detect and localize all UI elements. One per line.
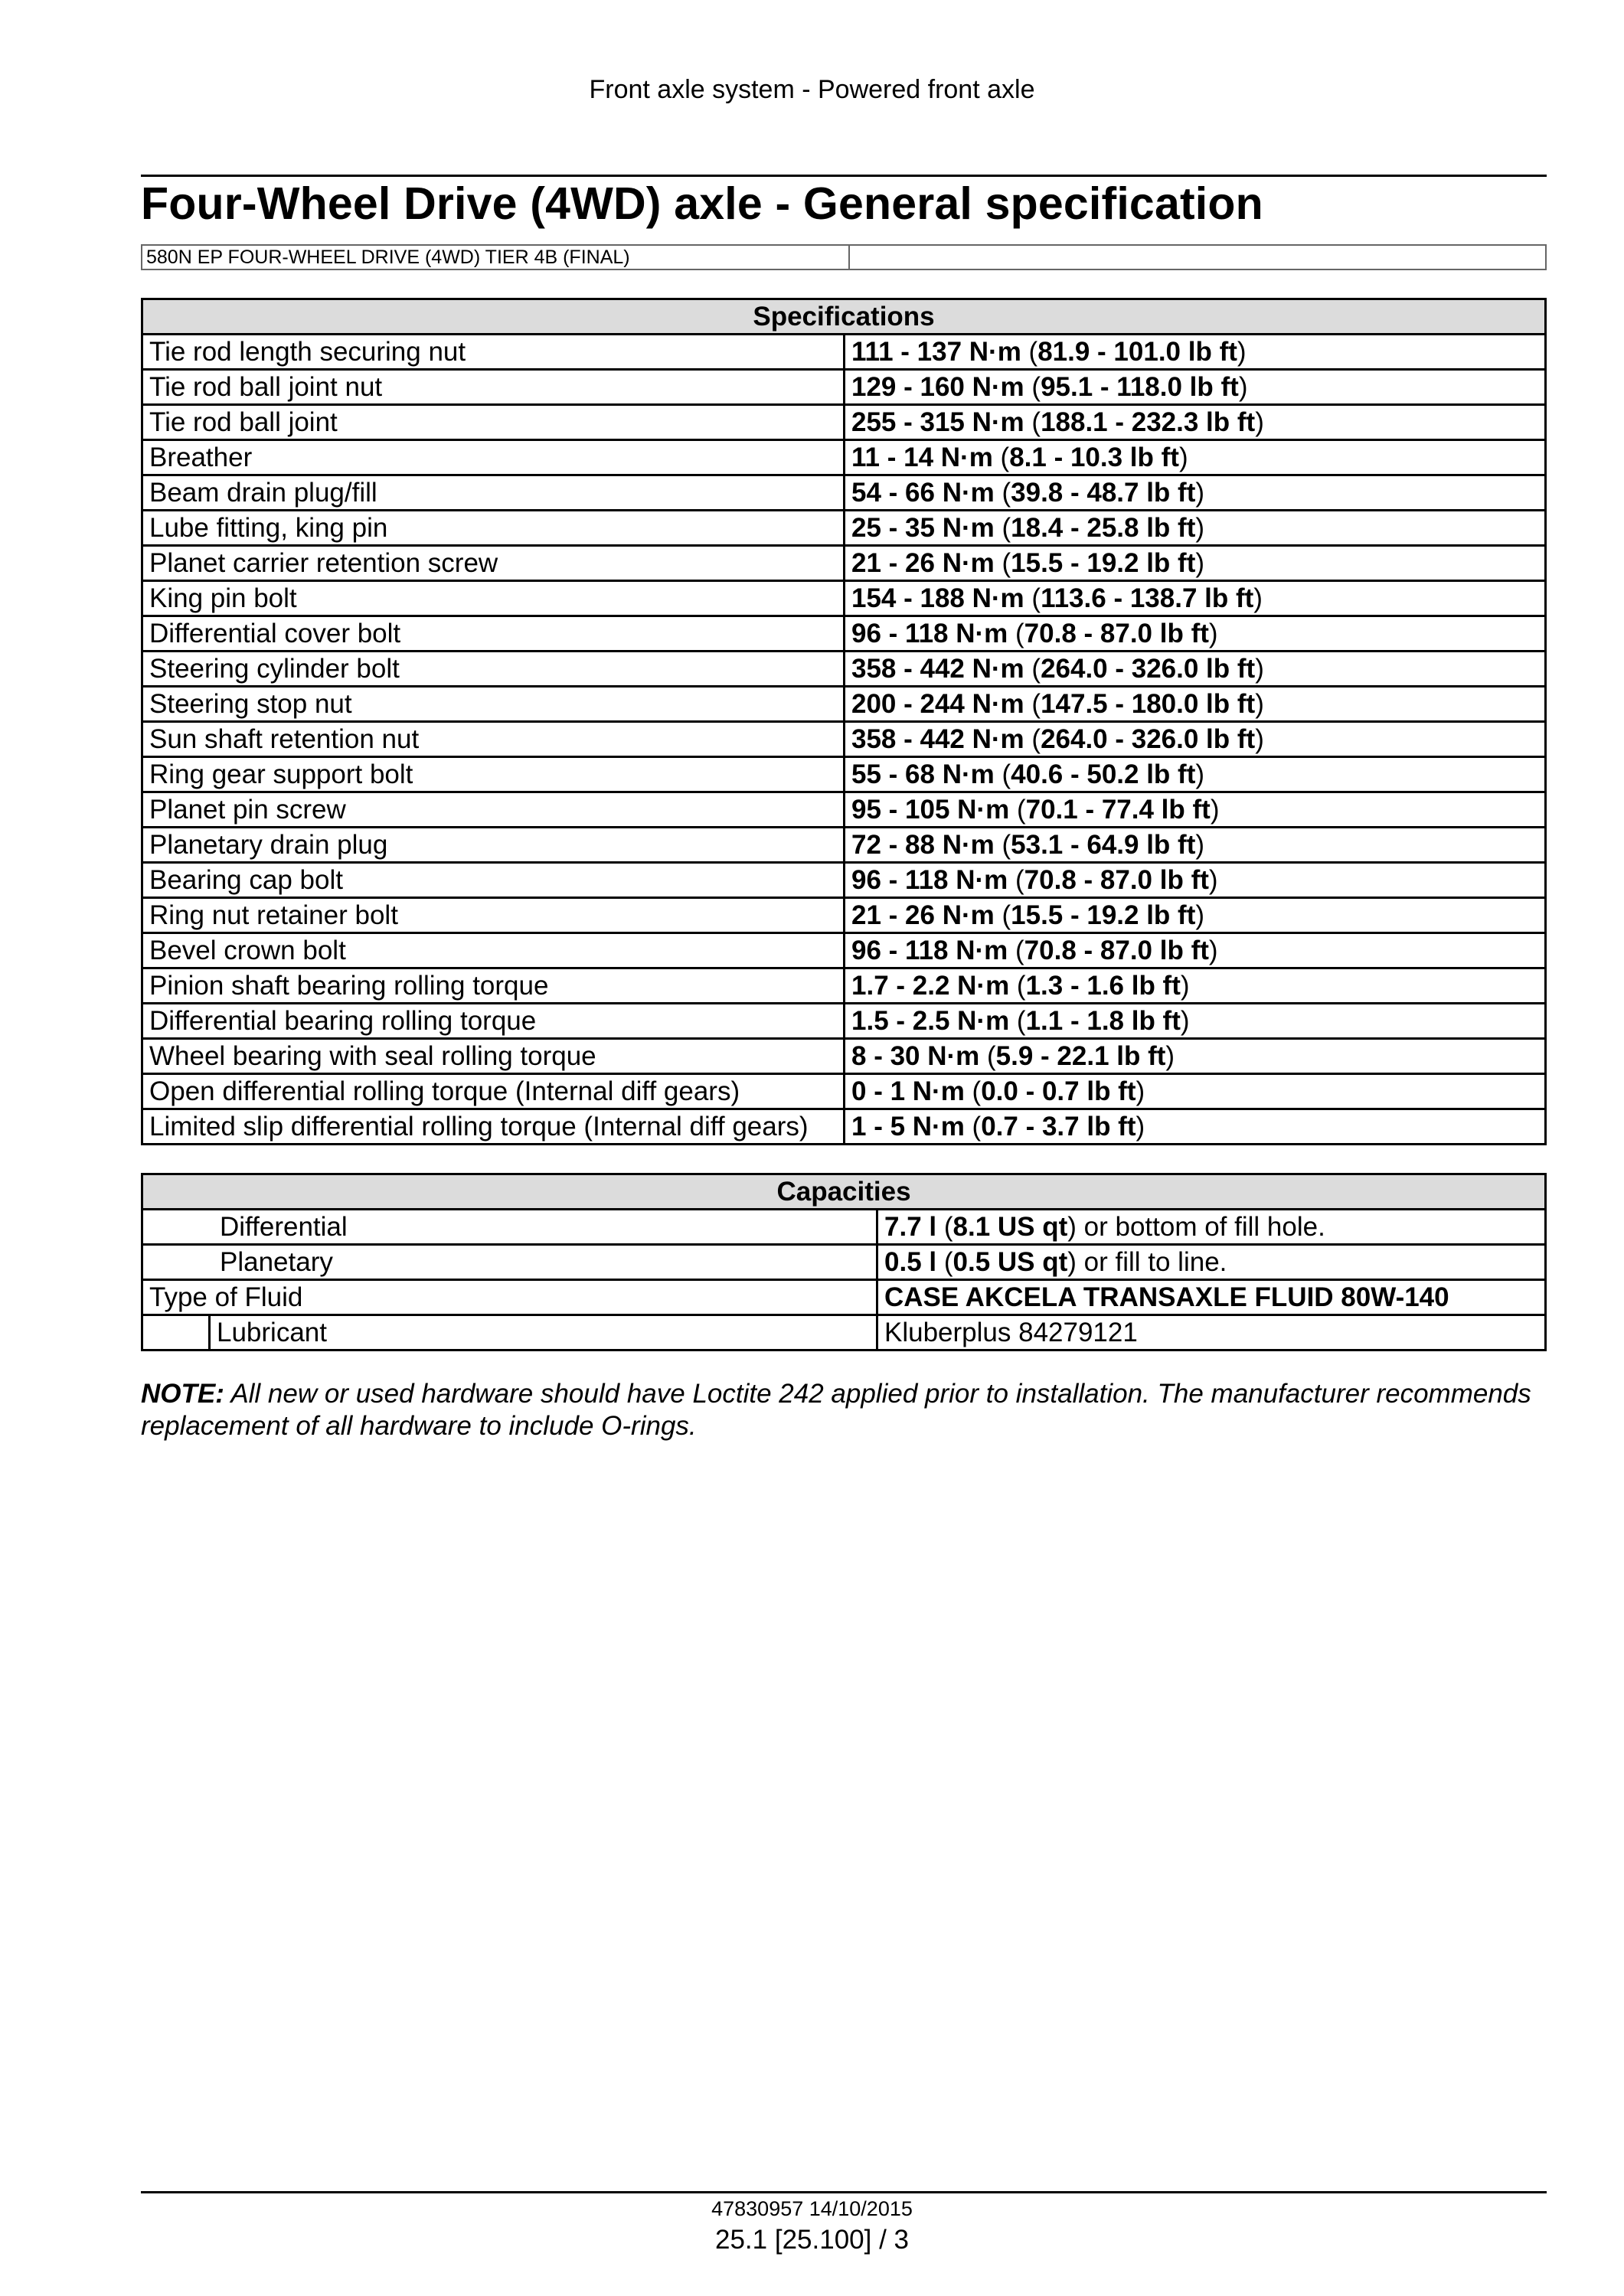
spec-imperial: 264.0 - 326.0 lb ft bbox=[1041, 723, 1256, 754]
spec-label: Differential bearing rolling torque bbox=[142, 1004, 845, 1039]
capacity-imperial: 0.5 US qt bbox=[953, 1246, 1068, 1277]
spec-imperial: 70.1 - 77.4 lb ft bbox=[1025, 794, 1211, 825]
spec-metric: 96 - 118 N·m bbox=[851, 618, 1008, 648]
spec-value: 21 - 26 N·m (15.5 - 19.2 lb ft) bbox=[845, 898, 1546, 933]
spec-row bbox=[142, 581, 1546, 616]
spec-value: 1 - 5 N·m (0.7 - 3.7 lb ft) bbox=[845, 1109, 1546, 1145]
spec-metric: 255 - 315 N·m bbox=[851, 407, 1024, 437]
spec-value: 358 - 442 N·m (264.0 - 326.0 lb ft) bbox=[845, 652, 1546, 687]
spec-label: Planet carrier retention screw bbox=[142, 546, 845, 581]
spec-row bbox=[142, 968, 1546, 1004]
capacity-row-fluid bbox=[142, 1280, 1546, 1315]
spec-value: 21 - 26 N·m (15.5 - 19.2 lb ft) bbox=[845, 546, 1546, 581]
spec-row bbox=[142, 1039, 1546, 1074]
spec-row bbox=[142, 722, 1546, 757]
title-rule bbox=[141, 175, 1547, 177]
capacity-label: Planetary bbox=[142, 1245, 877, 1280]
specifications-table bbox=[141, 298, 1547, 1145]
spec-imperial: 1.3 - 1.6 lb ft bbox=[1025, 970, 1181, 1001]
capacity-spacer-cell bbox=[142, 1315, 210, 1350]
spec-imperial: 95.1 - 118.0 lb ft bbox=[1041, 371, 1239, 402]
capacity-metric: 7.7 l bbox=[884, 1211, 937, 1242]
spec-metric: 72 - 88 N·m bbox=[851, 829, 995, 860]
spec-metric: 25 - 35 N·m bbox=[851, 512, 995, 543]
spec-label: Tie rod ball joint bbox=[142, 405, 845, 440]
capacities-header-row bbox=[142, 1174, 1546, 1210]
spec-metric: 200 - 244 N·m bbox=[851, 688, 1024, 719]
spec-imperial: 1.1 - 1.8 lb ft bbox=[1025, 1005, 1181, 1036]
spec-row bbox=[142, 933, 1546, 968]
spec-value: 0 - 1 N·m (0.0 - 0.7 lb ft) bbox=[845, 1074, 1546, 1109]
spec-row bbox=[142, 1109, 1546, 1145]
capacity-value: CASE AKCELA TRANSAXLE FLUID 80W-140 bbox=[877, 1280, 1546, 1315]
spec-imperial: 70.8 - 87.0 lb ft bbox=[1024, 864, 1209, 895]
capacity-suffix: or fill to line. bbox=[1076, 1246, 1227, 1277]
specifications-heading: Specifications bbox=[142, 299, 1546, 335]
spec-metric: 21 - 26 N·m bbox=[851, 547, 995, 578]
spec-imperial: 70.8 - 87.0 lb ft bbox=[1024, 618, 1209, 648]
spec-label: Tie rod length securing nut bbox=[142, 335, 845, 370]
spec-row bbox=[142, 440, 1546, 475]
spec-label: Open differential rolling torque (Internal diff gears) bbox=[142, 1074, 845, 1109]
spec-label: Wheel bearing with seal rolling torque bbox=[142, 1039, 845, 1074]
spec-metric: 96 - 118 N·m bbox=[851, 935, 1008, 965]
capacity-row-planetary bbox=[142, 1245, 1546, 1280]
spec-row bbox=[142, 757, 1546, 792]
spec-label: Planetary drain plug bbox=[142, 828, 845, 863]
spec-value: 8 - 30 N·m (5.9 - 22.1 lb ft) bbox=[845, 1039, 1546, 1074]
spec-value: 111 - 137 N·m (81.9 - 101.0 lb ft) bbox=[845, 335, 1546, 370]
spec-value: 96 - 118 N·m (70.8 - 87.0 lb ft) bbox=[845, 863, 1546, 898]
spec-label: Differential cover bolt bbox=[142, 616, 845, 652]
spec-imperial: 0.0 - 0.7 lb ft bbox=[981, 1076, 1136, 1106]
page-title: Four-Wheel Drive (4WD) axle - General specification bbox=[141, 178, 1263, 229]
spec-imperial: 81.9 - 101.0 lb ft bbox=[1037, 336, 1237, 367]
spec-value: 1.5 - 2.5 N·m (1.1 - 1.8 lb ft) bbox=[845, 1004, 1546, 1039]
capacities-heading: Capacities bbox=[142, 1174, 1546, 1210]
capacity-value: 7.7 l (8.1 US qt) or bottom of fill hole. bbox=[877, 1210, 1546, 1245]
spec-value: 54 - 66 N·m (39.8 - 48.7 lb ft) bbox=[845, 475, 1546, 511]
spec-value: 96 - 118 N·m (70.8 - 87.0 lb ft) bbox=[845, 933, 1546, 968]
spec-metric: 96 - 118 N·m bbox=[851, 864, 1008, 895]
spec-label: Ring nut retainer bolt bbox=[142, 898, 845, 933]
capacity-row-lubricant bbox=[142, 1315, 1546, 1350]
spec-value: 55 - 68 N·m (40.6 - 50.2 lb ft) bbox=[845, 757, 1546, 792]
capacity-value: 0.5 l (0.5 US qt) or fill to line. bbox=[877, 1245, 1546, 1280]
spec-value: 358 - 442 N·m (264.0 - 326.0 lb ft) bbox=[845, 722, 1546, 757]
spec-value: 129 - 160 N·m (95.1 - 118.0 lb ft) bbox=[845, 370, 1546, 405]
running-header: Front axle system - Powered front axle bbox=[589, 75, 1035, 104]
spec-row bbox=[142, 475, 1546, 511]
spec-metric: 54 - 66 N·m bbox=[851, 477, 995, 508]
capacity-suffix: or bottom of fill hole. bbox=[1076, 1211, 1325, 1242]
spec-row bbox=[142, 1074, 1546, 1109]
spec-label: Limited slip differential rolling torque (Internal diff gears) bbox=[142, 1109, 845, 1145]
spec-metric: 8 - 30 N·m bbox=[851, 1040, 980, 1071]
spec-row bbox=[142, 616, 1546, 652]
spec-imperial: 147.5 - 180.0 lb ft bbox=[1041, 688, 1256, 719]
specifications-body bbox=[142, 335, 1546, 1145]
spec-row bbox=[142, 828, 1546, 863]
spec-value: 96 - 118 N·m (70.8 - 87.0 lb ft) bbox=[845, 616, 1546, 652]
capacity-label: Differential bbox=[142, 1210, 877, 1245]
capacity-label: Lubricant bbox=[210, 1315, 877, 1350]
spec-imperial: 39.8 - 48.7 lb ft bbox=[1011, 477, 1196, 508]
installation-note bbox=[141, 1378, 1547, 1442]
spec-label: Steering stop nut bbox=[142, 687, 845, 722]
spec-label: Lube fitting, king pin bbox=[142, 511, 845, 546]
spec-label: Sun shaft retention nut bbox=[142, 722, 845, 757]
capacity-imperial: 8.1 US qt bbox=[953, 1211, 1068, 1242]
spec-row bbox=[142, 898, 1546, 933]
capacity-value: Kluberplus 84279121 bbox=[877, 1315, 1546, 1350]
note-text: All new or used hardware should have Loctite 242 applied prior to installation. The manufacturer recommends replacement of all hardware to include O-rings. bbox=[141, 1379, 1531, 1441]
spec-row bbox=[142, 335, 1546, 370]
spec-value: 95 - 105 N·m (70.1 - 77.4 lb ft) bbox=[845, 792, 1546, 828]
spec-value: 255 - 315 N·m (188.1 - 232.3 lb ft) bbox=[845, 405, 1546, 440]
page-number: 25.1 [25.100] / 3 bbox=[715, 2225, 909, 2255]
spec-row bbox=[142, 370, 1546, 405]
spec-value: 154 - 188 N·m (113.6 - 138.7 lb ft) bbox=[845, 581, 1546, 616]
spec-row bbox=[142, 687, 1546, 722]
spec-metric: 21 - 26 N·m bbox=[851, 900, 995, 930]
spec-metric: 55 - 68 N·m bbox=[851, 759, 995, 789]
spec-value: 1.7 - 2.2 N·m (1.3 - 1.6 lb ft) bbox=[845, 968, 1546, 1004]
spec-label: Steering cylinder bolt bbox=[142, 652, 845, 687]
capacities-table bbox=[141, 1173, 1547, 1351]
spec-row bbox=[142, 405, 1546, 440]
spec-label: Bevel crown bolt bbox=[142, 933, 845, 968]
spec-imperial: 15.5 - 19.2 lb ft bbox=[1011, 900, 1196, 930]
spec-metric: 358 - 442 N·m bbox=[851, 723, 1024, 754]
spec-value: 25 - 35 N·m (18.4 - 25.8 lb ft) bbox=[845, 511, 1546, 546]
spec-metric: 358 - 442 N·m bbox=[851, 653, 1024, 684]
spec-row bbox=[142, 1004, 1546, 1039]
spec-row bbox=[142, 511, 1546, 546]
spec-imperial: 8.1 - 10.3 lb ft bbox=[1009, 442, 1179, 472]
capacity-row-differential bbox=[142, 1210, 1546, 1245]
spec-metric: 1.5 - 2.5 N·m bbox=[851, 1005, 1010, 1036]
capacity-metric: 0.5 l bbox=[884, 1246, 937, 1277]
spec-value: 72 - 88 N·m (53.1 - 64.9 lb ft) bbox=[845, 828, 1546, 863]
spec-imperial: 5.9 - 22.1 lb ft bbox=[995, 1040, 1166, 1071]
spec-row bbox=[142, 792, 1546, 828]
model-box bbox=[141, 244, 1547, 270]
spec-metric: 1.7 - 2.2 N·m bbox=[851, 970, 1010, 1001]
spec-imperial: 53.1 - 64.9 lb ft bbox=[1011, 829, 1196, 860]
spec-value: 200 - 244 N·m (147.5 - 180.0 lb ft) bbox=[845, 687, 1546, 722]
spec-imperial: 264.0 - 326.0 lb ft bbox=[1041, 653, 1256, 684]
spec-label: Bearing cap bolt bbox=[142, 863, 845, 898]
spec-metric: 129 - 160 N·m bbox=[851, 371, 1024, 402]
spec-label: Beam drain plug/fill bbox=[142, 475, 845, 511]
spec-imperial: 188.1 - 232.3 lb ft bbox=[1041, 407, 1256, 437]
footer-rule bbox=[141, 2191, 1547, 2193]
spec-label: Breather bbox=[142, 440, 845, 475]
spec-metric: 0 - 1 N·m bbox=[851, 1076, 965, 1106]
spec-label: King pin bolt bbox=[142, 581, 845, 616]
spec-imperial: 0.7 - 3.7 lb ft bbox=[981, 1111, 1136, 1141]
spec-imperial: 15.5 - 19.2 lb ft bbox=[1011, 547, 1196, 578]
spec-row bbox=[142, 863, 1546, 898]
specifications-header-row bbox=[142, 299, 1546, 335]
spec-imperial: 70.8 - 87.0 lb ft bbox=[1024, 935, 1209, 965]
capacity-label: Type of Fluid bbox=[142, 1280, 877, 1315]
spec-imperial: 18.4 - 25.8 lb ft bbox=[1011, 512, 1196, 543]
spec-imperial: 113.6 - 138.7 lb ft bbox=[1041, 583, 1254, 613]
spec-metric: 111 - 137 N·m bbox=[851, 336, 1021, 367]
spec-metric: 154 - 188 N·m bbox=[851, 583, 1024, 613]
document-id: 47830957 14/10/2015 bbox=[711, 2197, 913, 2220]
spec-label: Planet pin screw bbox=[142, 792, 845, 828]
spec-metric: 95 - 105 N·m bbox=[851, 794, 1010, 825]
spec-label: Ring gear support bolt bbox=[142, 757, 845, 792]
spec-label: Tie rod ball joint nut bbox=[142, 370, 845, 405]
spec-label: Pinion shaft bearing rolling torque bbox=[142, 968, 845, 1004]
model-label: 580N EP FOUR-WHEEL DRIVE (4WD) TIER 4B (FINAL) bbox=[142, 246, 850, 269]
spec-metric: 1 - 5 N·m bbox=[851, 1111, 965, 1141]
spec-row bbox=[142, 546, 1546, 581]
spec-metric: 11 - 14 N·m bbox=[851, 442, 993, 472]
spec-value: 11 - 14 N·m (8.1 - 10.3 lb ft) bbox=[845, 440, 1546, 475]
spec-row bbox=[142, 652, 1546, 687]
model-empty-cell bbox=[850, 246, 1545, 269]
note-lead: NOTE: bbox=[141, 1379, 224, 1409]
spec-imperial: 40.6 - 50.2 lb ft bbox=[1011, 759, 1196, 789]
